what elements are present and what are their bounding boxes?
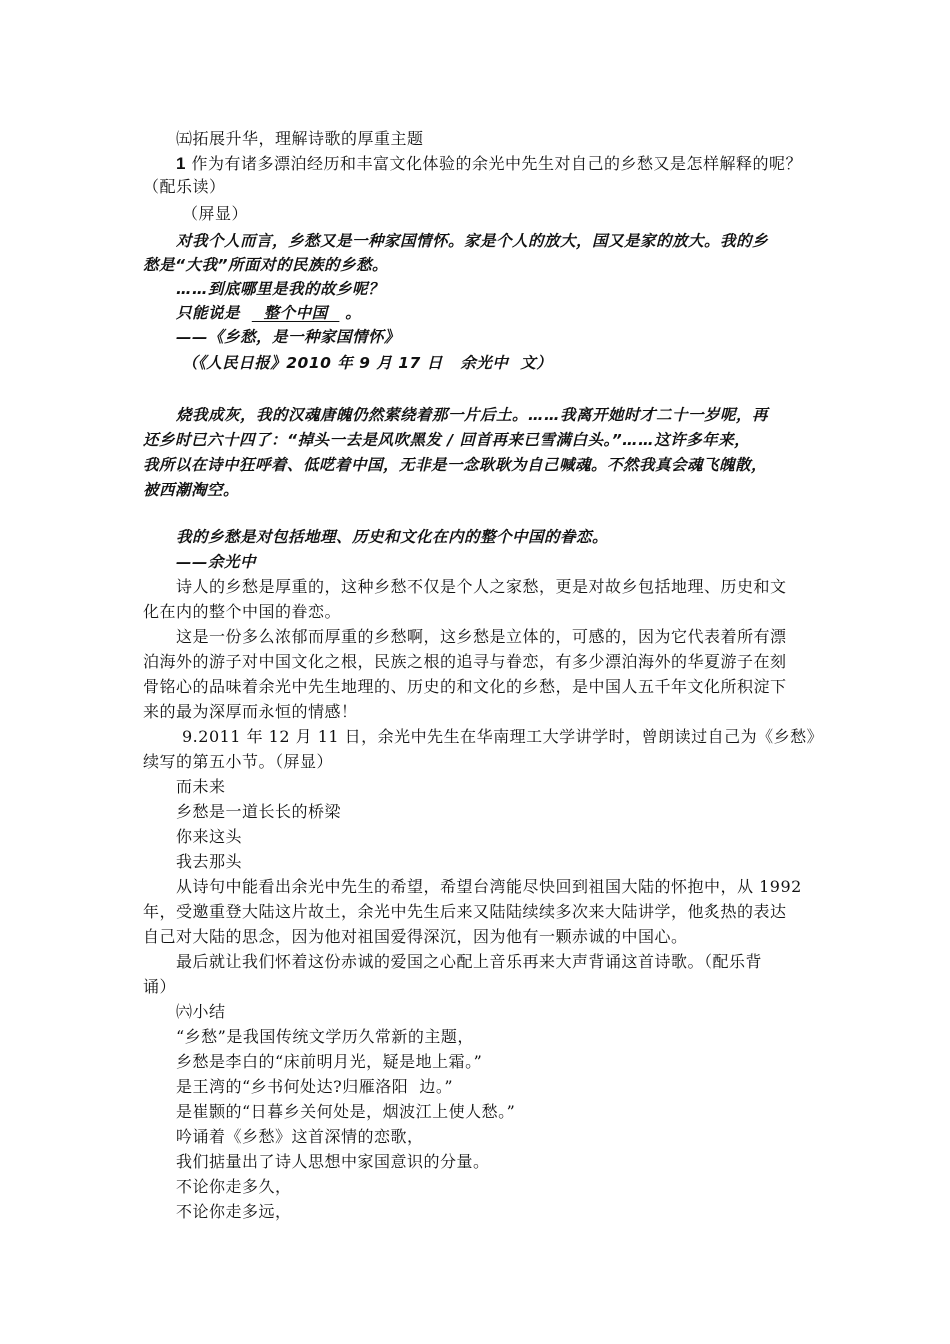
quote2-line4: 被西潮淘空。 bbox=[143, 481, 240, 499]
paragraph2-line1: 这是一份多么浓郁而厚重的乡愁啊，这乡愁是立体的，可感的，因为它代表着所有漂 bbox=[176, 627, 787, 646]
paragraph4-line2: 诵） bbox=[143, 977, 177, 996]
summary-line5: 吟诵着《乡愁》这首深情的恋歌， bbox=[176, 1127, 424, 1146]
question-1-text: 作为有诸多漂泊经历和丰富文化体验的余光中先生对自己的乡愁又是怎样解释的呢？ bbox=[185, 154, 803, 173]
quote1-line1: 对我个人而言，乡愁又是一种家国情怀。家是个人的放大，国又是家的放大。我的乡 bbox=[176, 232, 769, 250]
quote1-line3: ……到底哪里是我的故乡呢？ bbox=[176, 280, 385, 298]
quote1-source-publication: （《人民日报》2010 年 9 月 17 日 余光中 文） bbox=[182, 354, 553, 372]
section6-heading: ㈥小结 bbox=[176, 1002, 226, 1021]
question-1 bbox=[176, 153, 802, 175]
paragraph2-line3: 骨铭心的品味着余光中先生地理的、历史的和文化的乡愁，是中国人五千年文化所积淀下 bbox=[143, 677, 787, 696]
summary-line7: 不论你走多久， bbox=[176, 1177, 292, 1196]
paragraph3-line1: 从诗句中能看出余光中先生的希望，希望台湾能尽快回到祖国大陆的怀抱中，从 1992 bbox=[176, 877, 802, 896]
poem-line1: 而未来 bbox=[176, 777, 226, 796]
quote3-attribution: ——余光中 bbox=[176, 553, 257, 571]
paragraph2-line4: 来的最为深厚而永恒的情感！ bbox=[143, 702, 358, 721]
quote3-line1: 我的乡愁是对包括地理、历史和文化在内的整个中国的眷恋。 bbox=[176, 528, 609, 546]
summary-line3: 是王湾的“乡书何处达?归雁洛阳 边。” bbox=[176, 1077, 454, 1096]
section5-heading: ㈤拓展升华，理解诗歌的厚重主题 bbox=[176, 129, 424, 148]
paragraph3-line2: 年，受邀重登大陆这片故土，余光中先生后来又陆陆续续多次来大陆讲学，他炙热的表达 bbox=[143, 902, 787, 921]
quote1-line4 bbox=[176, 302, 361, 324]
answer-blank: 整个中国 bbox=[251, 304, 340, 322]
quote1-source-title: ——《乡愁，是一种家国情怀》 bbox=[176, 328, 401, 346]
summary-line2: 乡愁是李白的“床前明月光，疑是地上霜。” bbox=[176, 1052, 483, 1071]
summary-line6: 我们掂量出了诗人思想中家国意识的分量。 bbox=[176, 1152, 490, 1171]
quote1-line4-suffix: 。 bbox=[339, 304, 362, 322]
quote1-line4-prefix: 只能说是 bbox=[176, 304, 252, 322]
quote2-line2: 还乡时已六十四了：“掉头一去是风吹黑发 / 回首再来已雪满白头。”……这许多年来， bbox=[143, 431, 751, 449]
poem-line4: 我去那头 bbox=[176, 852, 243, 871]
paragraph1-line1: 诗人的乡愁是厚重的，这种乡愁不仅是个人之家愁，更是对故乡包括地理、历史和文 bbox=[176, 577, 787, 596]
question-1-number: 1 bbox=[176, 154, 186, 173]
quote2-line1: 烧我成灰，我的汉魂唐魄仍然萦绕着那一片后土。……我离开她时才二十一岁呢，再 bbox=[176, 406, 769, 424]
poem-line3: 你来这头 bbox=[176, 827, 243, 846]
question-1-continuation: （配乐读） bbox=[143, 177, 226, 196]
paragraph2-line2: 泊海外的游子对中国文化之根，民族之根的追寻与眷恋，有多少漂泊海外的华夏游子在刻 bbox=[143, 652, 787, 671]
summary-line1: “乡愁”是我国传统文学历久常新的主题， bbox=[176, 1027, 474, 1046]
screen-display-label: （屏显） bbox=[182, 204, 249, 223]
paragraph4-line1: 最后就让我们怀着这份赤诚的爱国之心配上音乐再来大声背诵这首诗歌。（配乐背 bbox=[176, 952, 763, 971]
summary-line4: 是崔颢的“日暮乡关何处是，烟波江上使人愁。” bbox=[176, 1102, 516, 1121]
paragraph3-line3: 自己对大陆的思念，因为他对祖国爱得深沉，因为他有一颗赤诚的中国心。 bbox=[143, 927, 688, 946]
poem-line2: 乡愁是一道长长的桥梁 bbox=[176, 802, 342, 821]
question-9-line1: 9.2011 年 12 月 11 日，余光中先生在华南理工大学讲学时，曾朗读过自己为《乡愁》 bbox=[182, 727, 824, 746]
question-9-line2: 续写的第五小节。（屏显） bbox=[143, 752, 334, 771]
quote2-line3: 我所以在诗中狂呼着、低呓着中国，无非是一念耿耿为自己喊魂。不然我真会魂飞魄散， bbox=[143, 456, 768, 474]
paragraph1-line2: 化在内的整个中国的眷恋。 bbox=[143, 602, 342, 621]
summary-line8: 不论你走多远， bbox=[176, 1202, 292, 1221]
quote1-line2: 愁是“大我”所面对的民族的乡愁。 bbox=[143, 256, 388, 274]
